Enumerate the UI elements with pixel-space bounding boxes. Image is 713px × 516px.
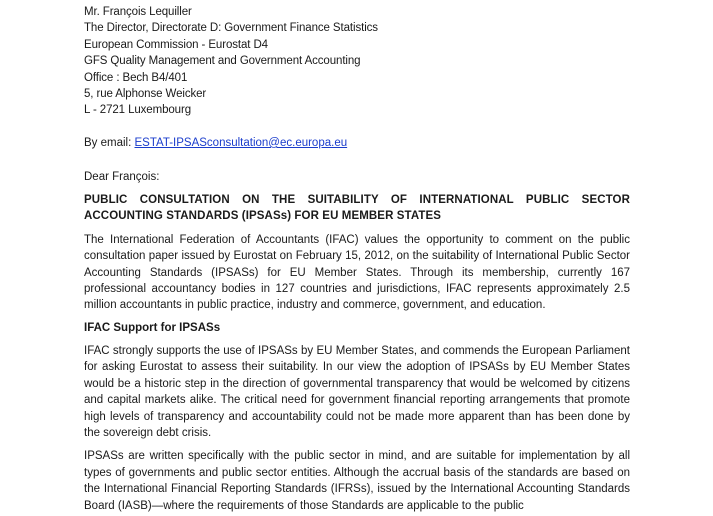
subject-heading: PUBLIC CONSULTATION ON THE SUITABILITY OF INTERNATIONAL PUBLIC SECTOR ACCOUNTING STANDARDS (IPSASs) FOR EU MEMBER STATES <box>84 193 630 223</box>
recipient-address <box>84 4 630 119</box>
address-line-title: The Director, Directorate D: Government Finance Statistics <box>84 22 378 35</box>
address-line-street: 5, rue Alphonse Weicker <box>84 88 207 101</box>
address-line-office: Office : Bech B4/401 <box>84 71 188 84</box>
email-line <box>84 135 630 151</box>
address-line-city: L - 2721 Luxembourg <box>84 104 191 117</box>
address-line-name: Mr. François Lequiller <box>84 6 192 18</box>
body-paragraph: IPSASs are written specifically with the public sector in mind, and are suitable for implementation by all types of governments and public sector entities. Although the accrual basis of the standards are based on the International Financial Reporting Standards (IFRSs), issued by the International Accounting Standards Board (IASB)—where the requirements of those Standards are applicable to the public <box>84 450 630 512</box>
intro-paragraph: The International Federation of Accountants (IFAC) values the opportunity to comment on the public consultation paper issued by Eurostat on February 15, 2012, on the suitability of International Public Sector Accounting Standards (IPSASs) for EU Member States. Through its membership, currently 167 professional accountancy bodies in 127 countries and jurisdictions, IFAC represents approximately 2.5 million accountants in public practice, industry and commerce, government, and education. <box>84 233 630 312</box>
section-heading: IFAC Support for IPSASs <box>84 321 221 334</box>
address-line-organization: European Commission - Eurostat D4 <box>84 38 268 51</box>
salutation: Dear François: <box>84 170 160 183</box>
email-label: By email: <box>84 136 135 149</box>
address-line-unit: GFS Quality Management and Government Accounting <box>84 55 361 68</box>
letter-page <box>84 4 630 514</box>
email-link[interactable]: ESTAT-IPSASconsultation@ec.europa.eu <box>134 136 348 149</box>
body-paragraph: IFAC strongly supports the use of IPSASs by EU Member States, and commends the European Parliament for asking Eurostat to assess their suitability. In our view the adoption of IPSASs by EU Member States would be a historic step in the direction of governmental transparency that would be welcomed by citizens and capital markets alike. The critical need for government financial reporting arrangements that promote high levels of transparency and accountability could not be made more apparent than has been done by the sovereign debt crisis. <box>84 344 630 439</box>
